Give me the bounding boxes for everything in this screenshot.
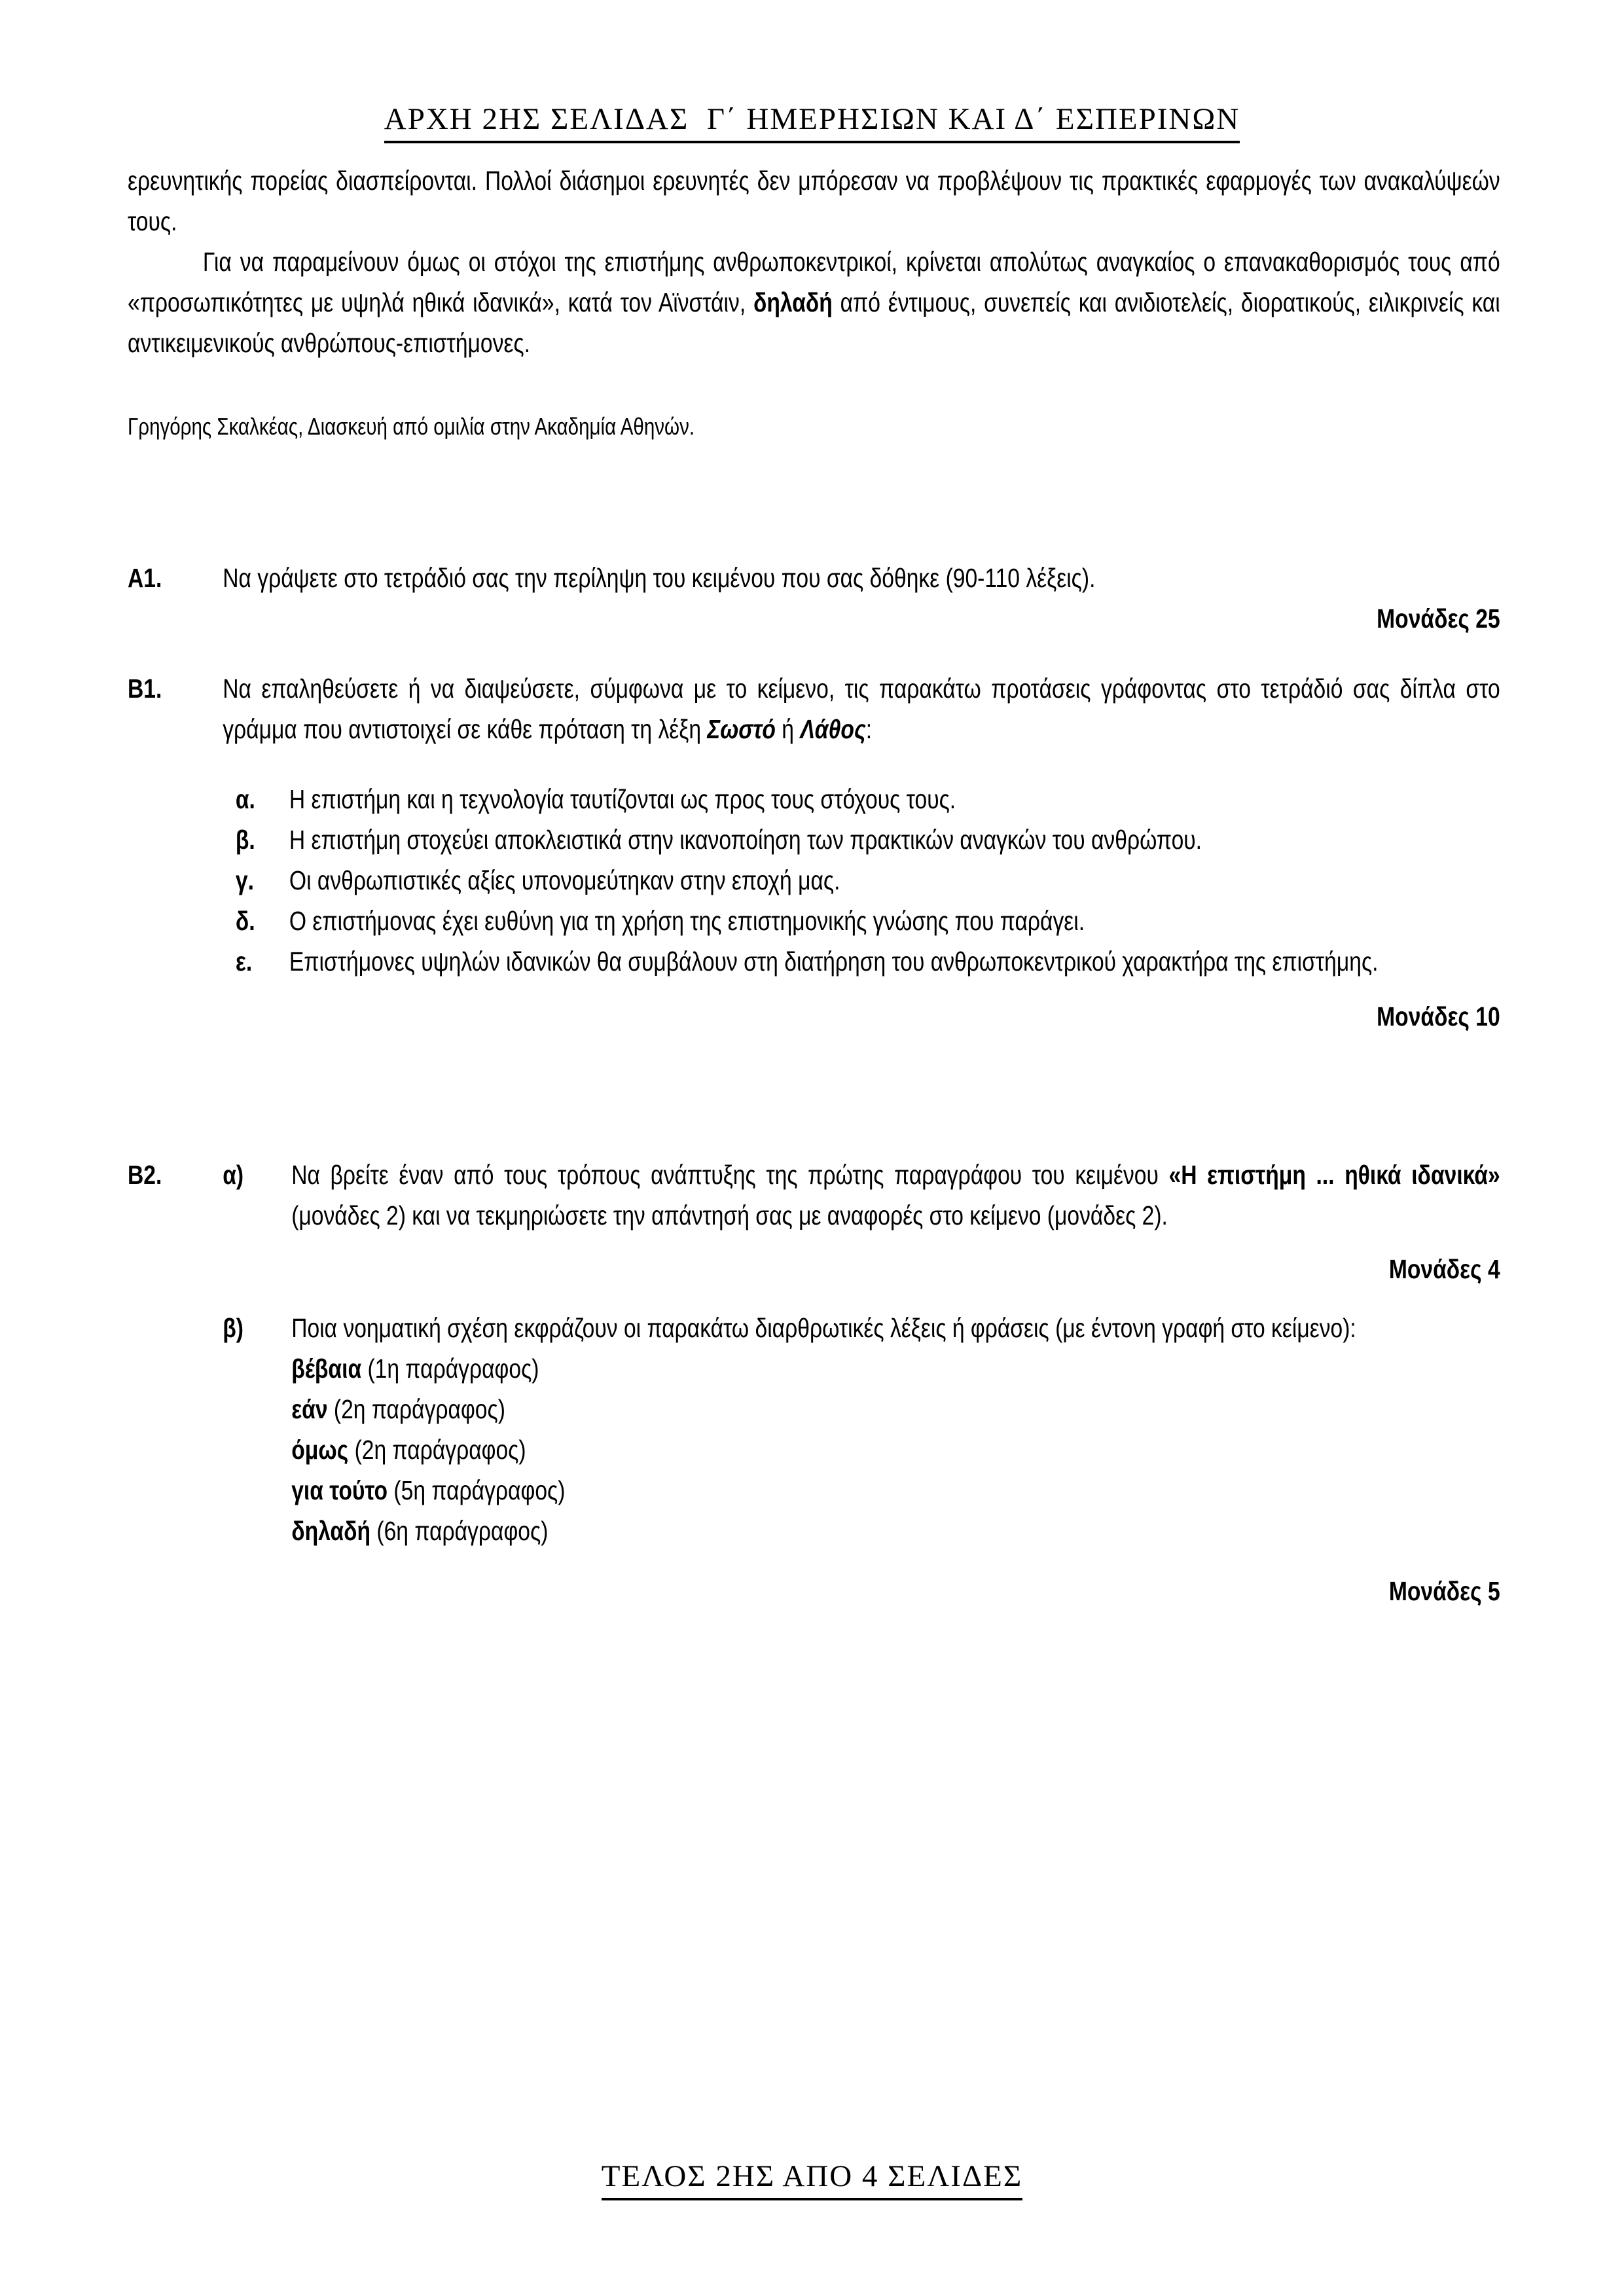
question-b2b-body bbox=[291, 1308, 1500, 1551]
passage-paragraph-2 bbox=[128, 242, 1500, 363]
list-item bbox=[236, 901, 1500, 941]
emphasis-word-diladi: δηλαδή bbox=[753, 287, 833, 317]
question-b2-body bbox=[223, 1155, 1500, 1611]
list-item bbox=[236, 779, 1500, 819]
connective-word-line bbox=[291, 1429, 1500, 1470]
question-a1 bbox=[128, 558, 1500, 598]
paragraph-2-text-before: Για να παραμείνουν όμως οι στόχοι της επιστήμης ανθρωποκεντρικοί, κρίνεται απολύτως αναγκαίος ο επανακαθορισμός τους από «προσωπικότητες με υψηλά ηθικά ιδανικά», κατά τον Αϊνστάιν, bbox=[128, 247, 1500, 317]
footer-title: ΤΕΛΟΣ 2ΗΣ ΑΠΟ 4 ΣΕΛΙΔΕΣ bbox=[602, 2159, 1022, 2200]
b1-statement-list bbox=[236, 779, 1500, 982]
paragraph-2-text-after: από έντιμους, συνεπείς και ανιδιοτελείς, διορατικούς, ειλικρινείς και αντικειμενικούς ανθρώπους-επιστήμονες. bbox=[128, 287, 1500, 358]
list-item bbox=[236, 819, 1500, 860]
list-item bbox=[236, 860, 1500, 901]
question-a1-label: Α1. bbox=[128, 563, 162, 593]
question-b2-label: Β2. bbox=[128, 1160, 162, 1190]
list-item bbox=[236, 941, 1500, 982]
list-item-text: Επιστήμονες υψηλών ιδανικών θα συμβάλουν στη διατήρηση του ανθρωποκεντρικού χαρακτήρα της επιστήμης. bbox=[289, 946, 1379, 977]
points-b1: Μονάδες 10 bbox=[1377, 1001, 1500, 1031]
connective-word: δηλαδή bbox=[291, 1516, 371, 1546]
b2b-intro: Ποια νοηματική σχέση εκφράζουν οι παρακάτω διαρθρωτικές λέξεις ή φράσεις (με έντονη γραφή στο κείμενο): bbox=[291, 1313, 1356, 1343]
list-item-text: Η επιστήμη στοχεύει αποκλειστικά στην ικανοποίηση των πρακτικών αναγκών του ανθρώπου. bbox=[289, 825, 1202, 855]
question-b2a bbox=[223, 1155, 1500, 1236]
b1-text-end: : bbox=[865, 714, 873, 744]
connective-ref: (1η παράγραφος) bbox=[361, 1354, 539, 1384]
list-item-letter: δ. bbox=[235, 906, 255, 936]
connective-word-line bbox=[291, 1511, 1500, 1551]
points-a1: Μονάδες 25 bbox=[1377, 603, 1500, 634]
question-b2a-label: α) bbox=[223, 1160, 244, 1190]
question-b1-text bbox=[223, 668, 1500, 749]
question-b2b bbox=[223, 1308, 1500, 1551]
passage-paragraph-1: ερευνητικής πορείας διασπείρονται. Πολλοί διάσημοι ερευνητές δεν μπόρεσαν να προβλέψουν τις πρακτικές εφαρμογές των ανακαλύψεών τους. bbox=[128, 166, 1500, 236]
question-b1 bbox=[128, 668, 1500, 982]
list-item-text: Η επιστήμη και η τεχνολογία ταυτίζονται ως προς τους στόχους τους. bbox=[289, 784, 956, 814]
page-content bbox=[128, 160, 1500, 1611]
question-b1-label: Β1. bbox=[128, 673, 162, 704]
passage-attribution: Γρηγόρης Σκαλκέας, Διασκευή από ομιλία στην Ακαδημία Αθηνών. bbox=[128, 413, 695, 440]
list-item-letter: α. bbox=[235, 784, 255, 814]
list-item-text: Οι ανθρωπιστικές αξίες υπονομεύτηκαν στην εποχή μας. bbox=[289, 865, 840, 895]
question-b1-body bbox=[223, 668, 1500, 982]
connective-word: για τούτο bbox=[291, 1475, 388, 1505]
connective-ref: (6η παράγραφος) bbox=[370, 1516, 549, 1546]
b1-text-or: ή bbox=[775, 714, 801, 744]
b1-text-before: Να επαληθεύσετε ή να διαψεύσετε, σύμφωνα με το κείμενο, τις παρακάτω προτάσεις γράφοντας στο τετράδιό σας δίπλα στο γράμμα που αντιστοιχεί σε κάθε πρόταση τη λέξη bbox=[223, 673, 1500, 744]
connective-word-line bbox=[291, 1389, 1500, 1429]
connective-word: εάν bbox=[291, 1394, 328, 1424]
connective-word: βέβαια bbox=[291, 1354, 362, 1384]
question-a1-text: Να γράψετε στο τετράδιό σας την περίληψη του κειμένου που σας δόθηκε (90-110 λέξεις). bbox=[223, 563, 1096, 593]
b1-word-true: Σωστό bbox=[707, 714, 776, 744]
list-item-letter: γ. bbox=[235, 865, 254, 895]
connective-word-line bbox=[291, 1348, 1500, 1389]
b2a-text-before: Να βρείτε έναν από τους τρόπους ανάπτυξης της πρώτης παραγράφου του κειμένου bbox=[291, 1160, 1169, 1190]
connective-word-line bbox=[291, 1470, 1500, 1511]
list-item-letter: β. bbox=[235, 825, 255, 855]
question-b2b-label: β) bbox=[223, 1313, 244, 1343]
connective-ref: (5η παράγραφος) bbox=[388, 1475, 566, 1505]
question-b2 bbox=[128, 1155, 1500, 1611]
list-item-text: Ο επιστήμονας έχει ευθύνη για τη χρήση της επιστημονικής γνώσης που παράγει. bbox=[289, 906, 1085, 936]
b1-word-false: Λάθος bbox=[800, 714, 866, 744]
points-b2b: Μονάδες 5 bbox=[1388, 1576, 1500, 1606]
page-header bbox=[0, 0, 1624, 143]
points-b2a: Μονάδες 4 bbox=[1388, 1254, 1500, 1284]
connective-ref: (2η παράγραφος) bbox=[348, 1435, 526, 1465]
connective-word: όμως bbox=[291, 1435, 349, 1465]
list-item-letter: ε. bbox=[235, 946, 253, 977]
b2a-quote: «Η επιστήμη ... ηθικά ιδανικά» bbox=[1168, 1160, 1500, 1190]
header-title: ΑΡΧΗ 2ΗΣ ΣΕΛΙΔΑΣ Γ΄ ΗΜΕΡΗΣΙΩΝ ΚΑΙ Δ΄ ΕΣΠΕΡΙΝΩΝ bbox=[384, 101, 1240, 143]
question-b2a-text bbox=[291, 1155, 1500, 1236]
b2a-text-after: (μονάδες 2) και να τεκμηριώσετε την απάντησή σας με αναφορές στο κείμενο (μονάδες 2). bbox=[291, 1200, 1168, 1230]
page-footer bbox=[0, 2157, 1624, 2200]
connective-ref: (2η παράγραφος) bbox=[327, 1394, 505, 1424]
